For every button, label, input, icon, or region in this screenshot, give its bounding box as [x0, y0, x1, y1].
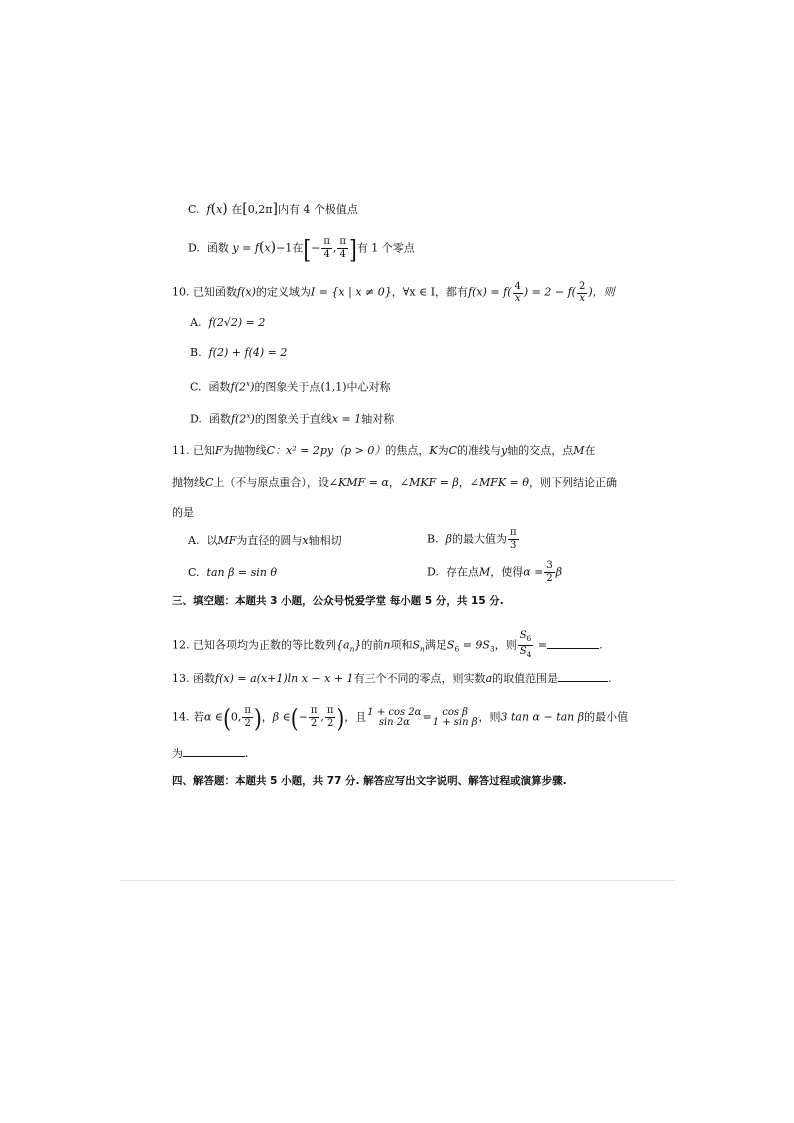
math-expr: f(x) = a(x+1)ln x − x + 1	[215, 672, 354, 685]
text: 为抛物线	[222, 444, 267, 457]
answer-blank[interactable]	[183, 754, 245, 757]
text: 函数	[208, 380, 231, 394]
text: 为	[437, 444, 449, 457]
text: 为	[172, 747, 183, 760]
question-number: 13.	[172, 672, 190, 685]
math-expr: ∠MKF = β	[399, 476, 459, 489]
option-label: B.	[190, 346, 202, 359]
fraction: $\frac{\pi}{4}$	[323, 236, 330, 260]
math-var: M	[478, 565, 491, 579]
paren: )	[222, 201, 228, 217]
q11-option-c	[188, 567, 277, 578]
fraction: $\frac{\pi}{3}$	[509, 527, 517, 551]
text: 在	[231, 203, 243, 216]
math-expr: )，则	[588, 285, 615, 299]
text: 上（不与原点重合），设	[213, 476, 329, 489]
fraction: $\frac{S_6}{S_4}$	[519, 630, 532, 659]
q10-option-d	[190, 412, 394, 425]
q11-option-d	[427, 560, 562, 585]
math-expr: )	[250, 412, 255, 426]
option-label: C.	[188, 203, 200, 216]
question-number: 10.	[172, 285, 190, 299]
text: 轴相切	[308, 534, 342, 547]
fraction: $\frac{\pi}{2}$	[244, 705, 251, 729]
bracket: (	[290, 702, 299, 733]
text: 的最小值	[584, 710, 629, 724]
text: .	[245, 747, 249, 760]
math-var: C	[266, 444, 276, 457]
question-number: 12.	[172, 638, 190, 652]
text: ，	[388, 476, 400, 489]
paren: (	[258, 239, 265, 256]
q11-option-b	[427, 527, 520, 552]
math-f: f	[206, 203, 211, 216]
text: ，	[261, 710, 273, 724]
option-label: D.	[188, 241, 200, 255]
paren: )	[270, 239, 277, 256]
math-expr: f(2) + f(4) = 2	[208, 346, 288, 359]
text: .	[608, 672, 612, 685]
math-x: x	[264, 241, 271, 255]
fraction: $\frac{\pi}{2}$	[310, 705, 318, 729]
option-label: D.	[427, 565, 439, 579]
math-var: S	[412, 638, 421, 652]
fraction: $\frac{\pi}{2}$	[326, 705, 334, 729]
q14-line2	[172, 748, 249, 759]
math-expr: x = 1	[331, 412, 362, 426]
math-var: F	[215, 444, 223, 457]
option-label: C.	[190, 380, 202, 394]
math-sup: x	[246, 411, 251, 420]
section-3-heading: 三、填空题：本题共 3 小题，公众号悦爱学堂 每小题 5 分，共 15 分.	[172, 595, 504, 607]
text: ，则	[478, 710, 501, 724]
math-var: MF	[217, 534, 237, 547]
question-number: 11.	[172, 444, 190, 457]
text: 函数	[193, 672, 215, 685]
text: 抛物线	[172, 476, 205, 489]
math-expr: ：x² = 2py（p > 0）	[275, 444, 386, 457]
bracket: (	[223, 702, 231, 733]
q10-stem	[172, 281, 615, 304]
text: .	[599, 638, 603, 652]
math-var: n	[383, 638, 391, 652]
math-eq: =	[422, 710, 432, 724]
text: ，∀x ∈ I，都有	[391, 285, 469, 299]
math-expr: = 9S	[459, 638, 490, 652]
text: 的取值范围是	[492, 672, 559, 685]
bracket: )	[336, 702, 345, 733]
math-x: x	[216, 203, 223, 216]
text: 项和	[390, 638, 413, 652]
text: 内有 4 个极值点	[277, 203, 358, 216]
option-label: B.	[427, 532, 439, 546]
math-var: x	[302, 534, 309, 547]
math-expr: α =	[523, 565, 544, 579]
q11-option-a	[188, 535, 342, 546]
q11-stem-line1	[172, 445, 596, 456]
page-divider	[120, 880, 675, 881]
text: 的前	[361, 638, 384, 652]
math-var: β	[555, 565, 563, 579]
q11-stem-line3	[172, 507, 194, 518]
comma: ,	[320, 710, 324, 724]
text: 在	[292, 241, 304, 255]
math-var: S	[446, 638, 455, 652]
text: 有三个不同的零点，则实数	[353, 672, 486, 685]
section-4-heading: 四、解答题：本题共 5 小题，共 77 分. 解答应写出文字说明、解答过程或演算步骤.	[172, 775, 567, 787]
text: 已知函数	[193, 285, 237, 299]
math-minus: −	[311, 241, 321, 255]
question-number: 14.	[172, 710, 190, 724]
math-var: M	[573, 444, 585, 457]
q10-option-c	[190, 380, 391, 393]
text: 为直径的圆与	[236, 534, 303, 547]
text: 已知各项均为正数的等比数列	[193, 638, 336, 652]
math-expr: (1,1)	[320, 380, 347, 394]
math-sub: n	[420, 644, 425, 654]
fraction: 1 + cos 2α sin 2α	[367, 706, 422, 728]
math-expr: 3 tan α − tan β	[500, 710, 585, 724]
text: 若	[193, 710, 204, 724]
text: 以	[206, 534, 218, 547]
math-var: K	[429, 444, 438, 457]
math-sub: 6	[454, 644, 460, 654]
bracket: ]	[349, 233, 357, 264]
text: 已知	[193, 444, 215, 457]
text: 函数	[206, 241, 229, 255]
text: ，	[458, 476, 470, 489]
text: 的图象关于点	[254, 380, 321, 394]
q10-option-b	[190, 347, 287, 358]
fraction: cos β 1 + sin β	[432, 706, 478, 728]
math-expr: I = {x | x ≠ 0}	[310, 285, 392, 299]
math-eq: =	[534, 638, 548, 652]
math-expr: ) = 2 − f(	[523, 285, 576, 299]
text: 的最大值为	[451, 532, 507, 546]
text: 中心对称	[346, 380, 391, 394]
option-label: A.	[188, 534, 200, 547]
math-expr: f(x) = f(	[468, 285, 512, 299]
q9-option-c	[188, 202, 358, 216]
math-expr: }	[354, 638, 362, 652]
text: 函数	[208, 412, 231, 426]
q11-stem-line2	[172, 477, 617, 488]
math-var: C	[448, 444, 458, 457]
q9-option-d	[188, 233, 415, 264]
answer-blank[interactable]	[547, 646, 599, 649]
text: ，使得	[490, 565, 524, 579]
text: 的图象关于直线	[254, 412, 332, 426]
bracket: [	[242, 201, 248, 217]
fraction: $\frac{3}{2}$	[546, 560, 553, 584]
option-label: D.	[190, 412, 202, 426]
q13-stem	[172, 673, 612, 684]
math-expr: tan β = sin θ	[206, 566, 278, 579]
q12-stem	[172, 630, 603, 661]
text: 轴对称	[361, 412, 395, 426]
text: 在	[584, 444, 596, 457]
option-label: A.	[190, 316, 202, 329]
interval: 0,2π	[247, 203, 273, 216]
math-expr: ∠KMF = α	[328, 476, 389, 489]
math-expr: ∠MFK = θ	[469, 476, 529, 489]
text: 有 1 个零点	[356, 241, 415, 255]
math-var: β	[445, 532, 452, 546]
math-expr: f(2	[230, 380, 246, 394]
text: ，则	[494, 638, 517, 652]
math-expr: 0,	[230, 710, 242, 724]
fraction: $\frac{4}{x}$	[514, 281, 521, 304]
comma: ,	[332, 241, 337, 255]
math-expr: y = f	[232, 241, 259, 255]
math-expr: f(x)	[237, 285, 256, 299]
math-minus: −	[298, 710, 308, 724]
text: ，则下列结论正确	[528, 476, 617, 489]
text: ，且	[344, 710, 367, 724]
text: 满足	[424, 638, 447, 652]
math-sub: 3	[489, 644, 495, 654]
math-sup: x	[245, 379, 251, 388]
math-var: a	[485, 672, 493, 685]
math-minus: −1	[276, 241, 293, 255]
text: 存在点	[445, 565, 479, 579]
fraction: $\frac{2}{x}$	[578, 281, 586, 304]
text: 的是	[172, 506, 194, 519]
text: 的定义域为	[255, 285, 311, 299]
answer-blank[interactable]	[558, 679, 608, 682]
math-expr: f(2√2) = 2	[208, 316, 266, 329]
math-var: y	[501, 444, 508, 457]
math-expr: {a	[336, 638, 350, 652]
q14-stem	[172, 702, 629, 733]
text: 轴的交点，点	[507, 444, 574, 457]
math-var: C	[205, 476, 214, 489]
math-expr: α ∈	[204, 710, 224, 724]
math-expr: f(2	[230, 412, 247, 426]
text: 的焦点，	[385, 444, 430, 457]
bracket: ]	[272, 201, 278, 217]
math-expr: β ∈	[272, 710, 291, 724]
fraction: $\frac{\pi}{4}$	[339, 236, 346, 260]
bracket: [	[303, 233, 312, 264]
option-label: C.	[188, 566, 200, 579]
math-sub: n	[349, 644, 355, 654]
paren: (	[210, 201, 217, 217]
math-expr: )	[250, 380, 255, 394]
bracket: )	[253, 702, 262, 733]
q10-option-a	[190, 317, 265, 328]
text: 的准线与	[457, 444, 502, 457]
